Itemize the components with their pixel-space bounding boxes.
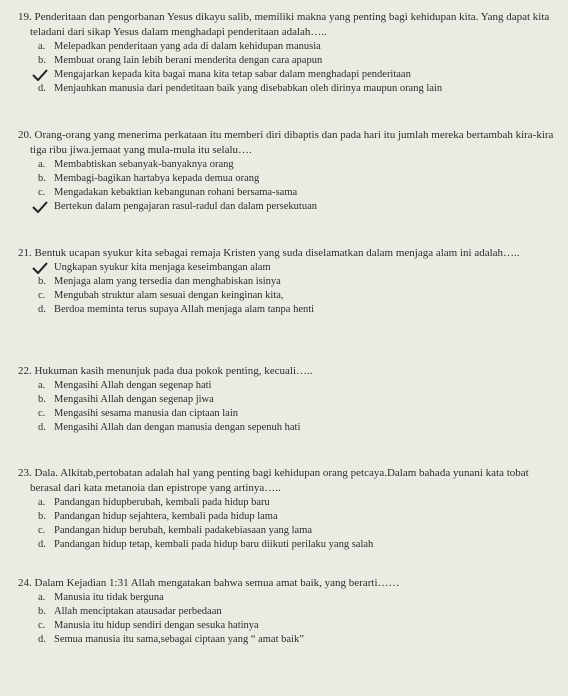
question-text: Dala. Alkitab,pertobatan adalah hal yang penting bagi kehidupan orang petcaya.Dalam bahada yunani kata tobat berasal dari kata metanoia dan epistrope yang artinya…..: [30, 467, 529, 494]
option-a[interactable]: a. Mengasihi Allah dengan segenap hati: [38, 380, 212, 391]
option-a[interactable]: a. Pandangan hidupberubah, kembali pada hidup baru: [38, 497, 270, 508]
question-number: 24.: [18, 577, 32, 589]
question-number: 19.: [18, 11, 32, 23]
question-stem: [18, 246, 556, 261]
question-number: 23.: [18, 467, 32, 479]
question-text: Dalam Kejadian 1:31 Allah mengatakan bahwa semua amat baik, yang berarti……: [34, 577, 400, 589]
option-d[interactable]: d. Mengasihi Allah dan dengan manusia dengan sepenuh hati: [38, 422, 301, 433]
option-d[interactable]: d. Menjauhkan manusia dari pendetitaan baik yang disebabkan oleh dirinya maupun orang lain: [38, 83, 443, 94]
option-a[interactable]: a. Manusia itu tidak berguna: [38, 592, 164, 603]
checkmark-icon: [32, 69, 48, 81]
question-number: 22.: [18, 365, 32, 377]
option-b[interactable]: b. Mengasihi Allah dengan segenap jiwa: [38, 394, 214, 405]
option-b[interactable]: b. Membuat orang lain lebih berani menderita dengan cara apapun: [38, 55, 323, 66]
question-21: [0, 246, 568, 317]
question-stem: [18, 128, 556, 158]
option-a[interactable]: a. Membabtiskan sebanyak-banyaknya orang: [38, 159, 234, 170]
checkmark-icon: [32, 262, 48, 274]
option-c[interactable]: Mengajarkan kepada kita bagai mana kita tetap sabar dalam menghadapi penderitaan: [38, 68, 568, 82]
question-stem: [18, 576, 556, 591]
option-c[interactable]: c. Mengasihi sesama manusia dan ciptaan lain: [38, 408, 238, 419]
option-d[interactable]: d. Berdoa meminta terus supaya Allah menjaga alam tanpa henti: [38, 304, 315, 315]
question-number: 21.: [18, 247, 32, 259]
question-19: [0, 10, 568, 96]
checkmark-icon: [32, 201, 48, 213]
question-24: [0, 576, 568, 647]
option-c[interactable]: c. Mengadakan kebaktian kebangunan rohani bersama-sama: [38, 187, 298, 198]
option-b[interactable]: b. Allah menciptakan atausadar perbedaan: [38, 606, 222, 617]
question-stem: [18, 10, 556, 40]
question-text: Bentuk ucapan syukur kita sebagai remaja Kristen yang suda diselamatkan dalam menjaga alam ini adalah…..: [34, 247, 520, 259]
option-a[interactable]: a. Melepadkan penderitaan yang ada di dalam kehidupan manusia: [38, 41, 321, 52]
option-c[interactable]: c. Manusia itu hidup sendiri dengan sesuka hatinya: [38, 620, 259, 631]
option-d[interactable]: Bertekun dalam pengajaran rasul-radul dan dalam persekutuan: [38, 200, 568, 214]
question-stem: [18, 364, 556, 379]
option-b[interactable]: b. Pandangan hidup sejahtera, kembali pada hidup lama: [38, 511, 278, 522]
question-22: [0, 364, 568, 435]
question-text: Penderitaan dan pengorbanan Yesus dikayu salib, memiliki makna yang penting bagi kehidupan kita. Yang dapat kita teladani dari sikap Yesus dalam menghadapi penderitaan adalah…..: [30, 11, 550, 38]
question-stem: [18, 466, 556, 496]
option-a[interactable]: Ungkapan syukur kita menjaga keseimbangan alam: [38, 261, 568, 275]
question-text: Hukuman kasih menunjuk pada dua pokok penting, kecuali…..: [34, 365, 313, 377]
option-b[interactable]: b. Membagi-bagikan hartabya kepada demua orang: [38, 173, 260, 184]
question-text: Orang-orang yang menerima perkataan itu memberi diri dibaptis dan pada hari itu jumlah mereka bertambah kira-kira tiga ribu jiwa.jemaat yang mula-mula itu selalu….: [30, 129, 554, 156]
option-c[interactable]: c. Mengubah struktur alam sesuai dengan keinginan kita,: [38, 290, 284, 301]
question-number: 20.: [18, 129, 32, 141]
option-d[interactable]: d. Semua manusia itu sama,sebagai ciptaan yang “ amat baik”: [38, 634, 304, 645]
question-23: [0, 466, 568, 552]
option-d[interactable]: d. Pandangan hidup tetap, kembali pada hidup baru diikuti perilaku yang salah: [38, 539, 374, 550]
option-b[interactable]: b. Menjaga alam yang tersedia dan menghabiskan isinya: [38, 276, 281, 287]
question-20: [0, 128, 568, 214]
option-c[interactable]: c. Pandangan hidup berubah, kembali padakebiasaan yang lama: [38, 525, 313, 536]
